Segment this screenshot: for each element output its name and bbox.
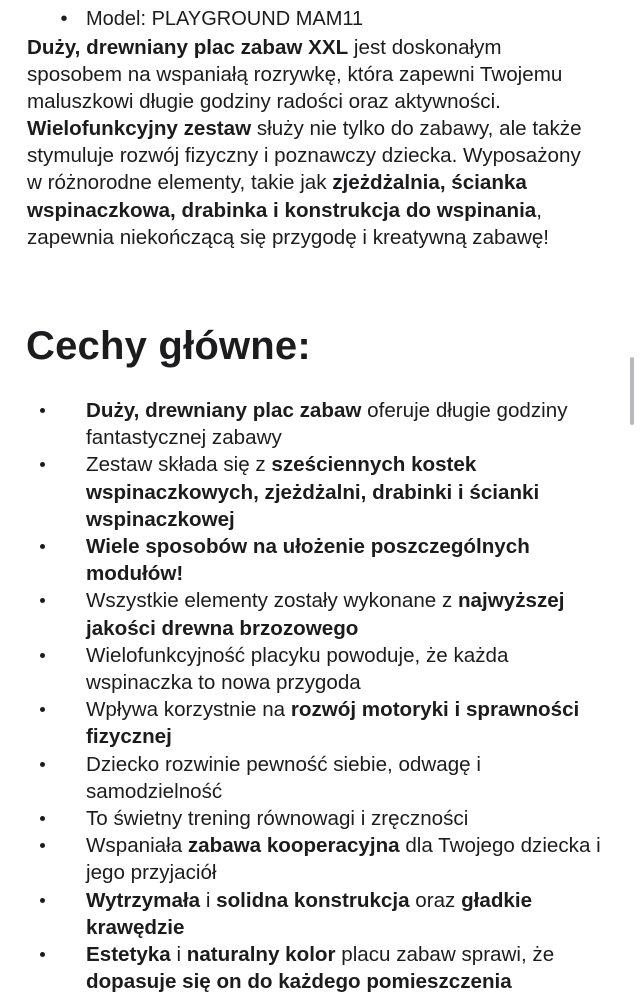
feature-text-segment: i: [200, 888, 217, 912]
feature-bold-segment: Wytrzymała: [86, 888, 201, 912]
feature-text-segment: oraz: [409, 888, 462, 912]
feature-text-segment: i: [170, 943, 187, 967]
feature-text-segment: Wpływa korzystnie na: [86, 698, 291, 722]
model-text: Model: PLAYGROUND MAM11: [86, 8, 364, 30]
feature-text-segment: Wspaniała: [86, 834, 188, 858]
bullet-dot-icon: [40, 462, 45, 467]
feature-bold-segment: zabawa kooperacyjna: [187, 834, 400, 858]
bullet-dot-icon: [40, 762, 45, 767]
feature-list-item: [0, 696, 641, 750]
bullet-dot-icon: [40, 952, 45, 957]
feature-text-segment: dla Twojego dziecka i jego przyjaciół: [86, 834, 601, 885]
feature-bold-segment: Duży, drewniany plac zabaw: [86, 399, 362, 422]
feature-bold-segment: gładkie krawędzie: [86, 888, 533, 939]
bullet-dot-icon: [40, 408, 45, 413]
model-list-item: [0, 6, 641, 33]
feature-bold-segment: rozwój motoryki i sprawności fizycznej: [86, 698, 580, 749]
feature-bold-segment: naturalny kolor: [186, 943, 336, 967]
feature-text-segment: To świetny trening równowagi i zręczności: [86, 807, 469, 831]
bullet-dot-icon: [40, 707, 45, 712]
feature-bold-segment: dopasuje się on do każdego pomieszczenia: [86, 970, 512, 994]
feature-list-item: [0, 533, 641, 587]
intro-bold-segment: Wielofunkcyjny zestaw: [27, 117, 252, 141]
intro-paragraph: [27, 34, 597, 251]
intro-bold-segment: Duży, drewniany plac zabaw XXL: [27, 36, 349, 59]
feature-list-item: [0, 451, 641, 533]
feature-bold-segment: Wiele sposobów na ułożenie poszczególnych modułów!: [86, 535, 530, 586]
feature-text-segment: Wszystkie elementy zostały wykonane z: [86, 589, 458, 613]
feature-bold-segment: solidna konstrukcja: [216, 888, 410, 912]
bullet-dot-icon: [40, 544, 45, 549]
feature-text-segment: Wielofunkcyjność placyku powoduje, że każda wspinaczka to nowa przygoda: [86, 643, 509, 695]
intro-bold-segment: zjeżdżalnia, ścianka wspinaczkowa, drabinka i konstrukcja do wspinania: [27, 171, 537, 222]
feature-bold-segment: najwyższej jakości drewna brzozowego: [86, 589, 565, 640]
bullet-dot-icon: [40, 898, 45, 903]
bullet-dot-icon: [40, 598, 45, 603]
bullet-dot-icon: [40, 816, 45, 821]
intro-text-segment: jest doskonałym sposobem na wspaniałą rozrywkę, która zapewni Twojemu maluszkowi długie godziny radości oraz aktywności.: [27, 36, 563, 114]
feature-list-item: [0, 832, 641, 886]
feature-text-segment: Dziecko rozwinie pewność siebie, odwagę i samodzielność: [86, 752, 481, 803]
bullet-dot-icon: •: [60, 8, 68, 30]
intro-text-segment: służy nie tylko do zabawy, ale także stymuluje rozwój fizyczny i poznawczy dziecka. Wyposażony w różnorodne elementy, takie jak: [27, 117, 582, 195]
feature-list-item: [0, 941, 641, 995]
feature-list-item: [0, 887, 641, 941]
bullet-dot-icon: [40, 843, 45, 848]
feature-list-item: [0, 642, 641, 696]
feature-bold-segment: Estetyka: [86, 943, 171, 967]
feature-list-item: [0, 751, 641, 805]
feature-text-segment: Zestaw składa się z: [86, 453, 272, 477]
feature-text-segment: placu zabaw sprawi, że: [335, 943, 555, 967]
features-list: [0, 397, 641, 995]
scrollbar-thumb[interactable]: [630, 357, 634, 425]
intro-text-segment: , zapewnia niekończącą się przygodę i kreatywną zabawę!: [27, 198, 550, 249]
bullet-dot-icon: [40, 653, 45, 658]
feature-list-item: [0, 805, 641, 832]
feature-list-item: [0, 587, 641, 641]
feature-text-segment: oferuje długie godziny fantastycznej zabawy: [86, 399, 568, 450]
feature-bold-segment: sześciennych kostek wspinaczkowych, zjeżdżalni, drabinki i ścianki wspinaczkowej: [86, 453, 540, 531]
section-heading: Cechy główne:: [26, 324, 311, 368]
feature-list-item: [0, 397, 641, 451]
